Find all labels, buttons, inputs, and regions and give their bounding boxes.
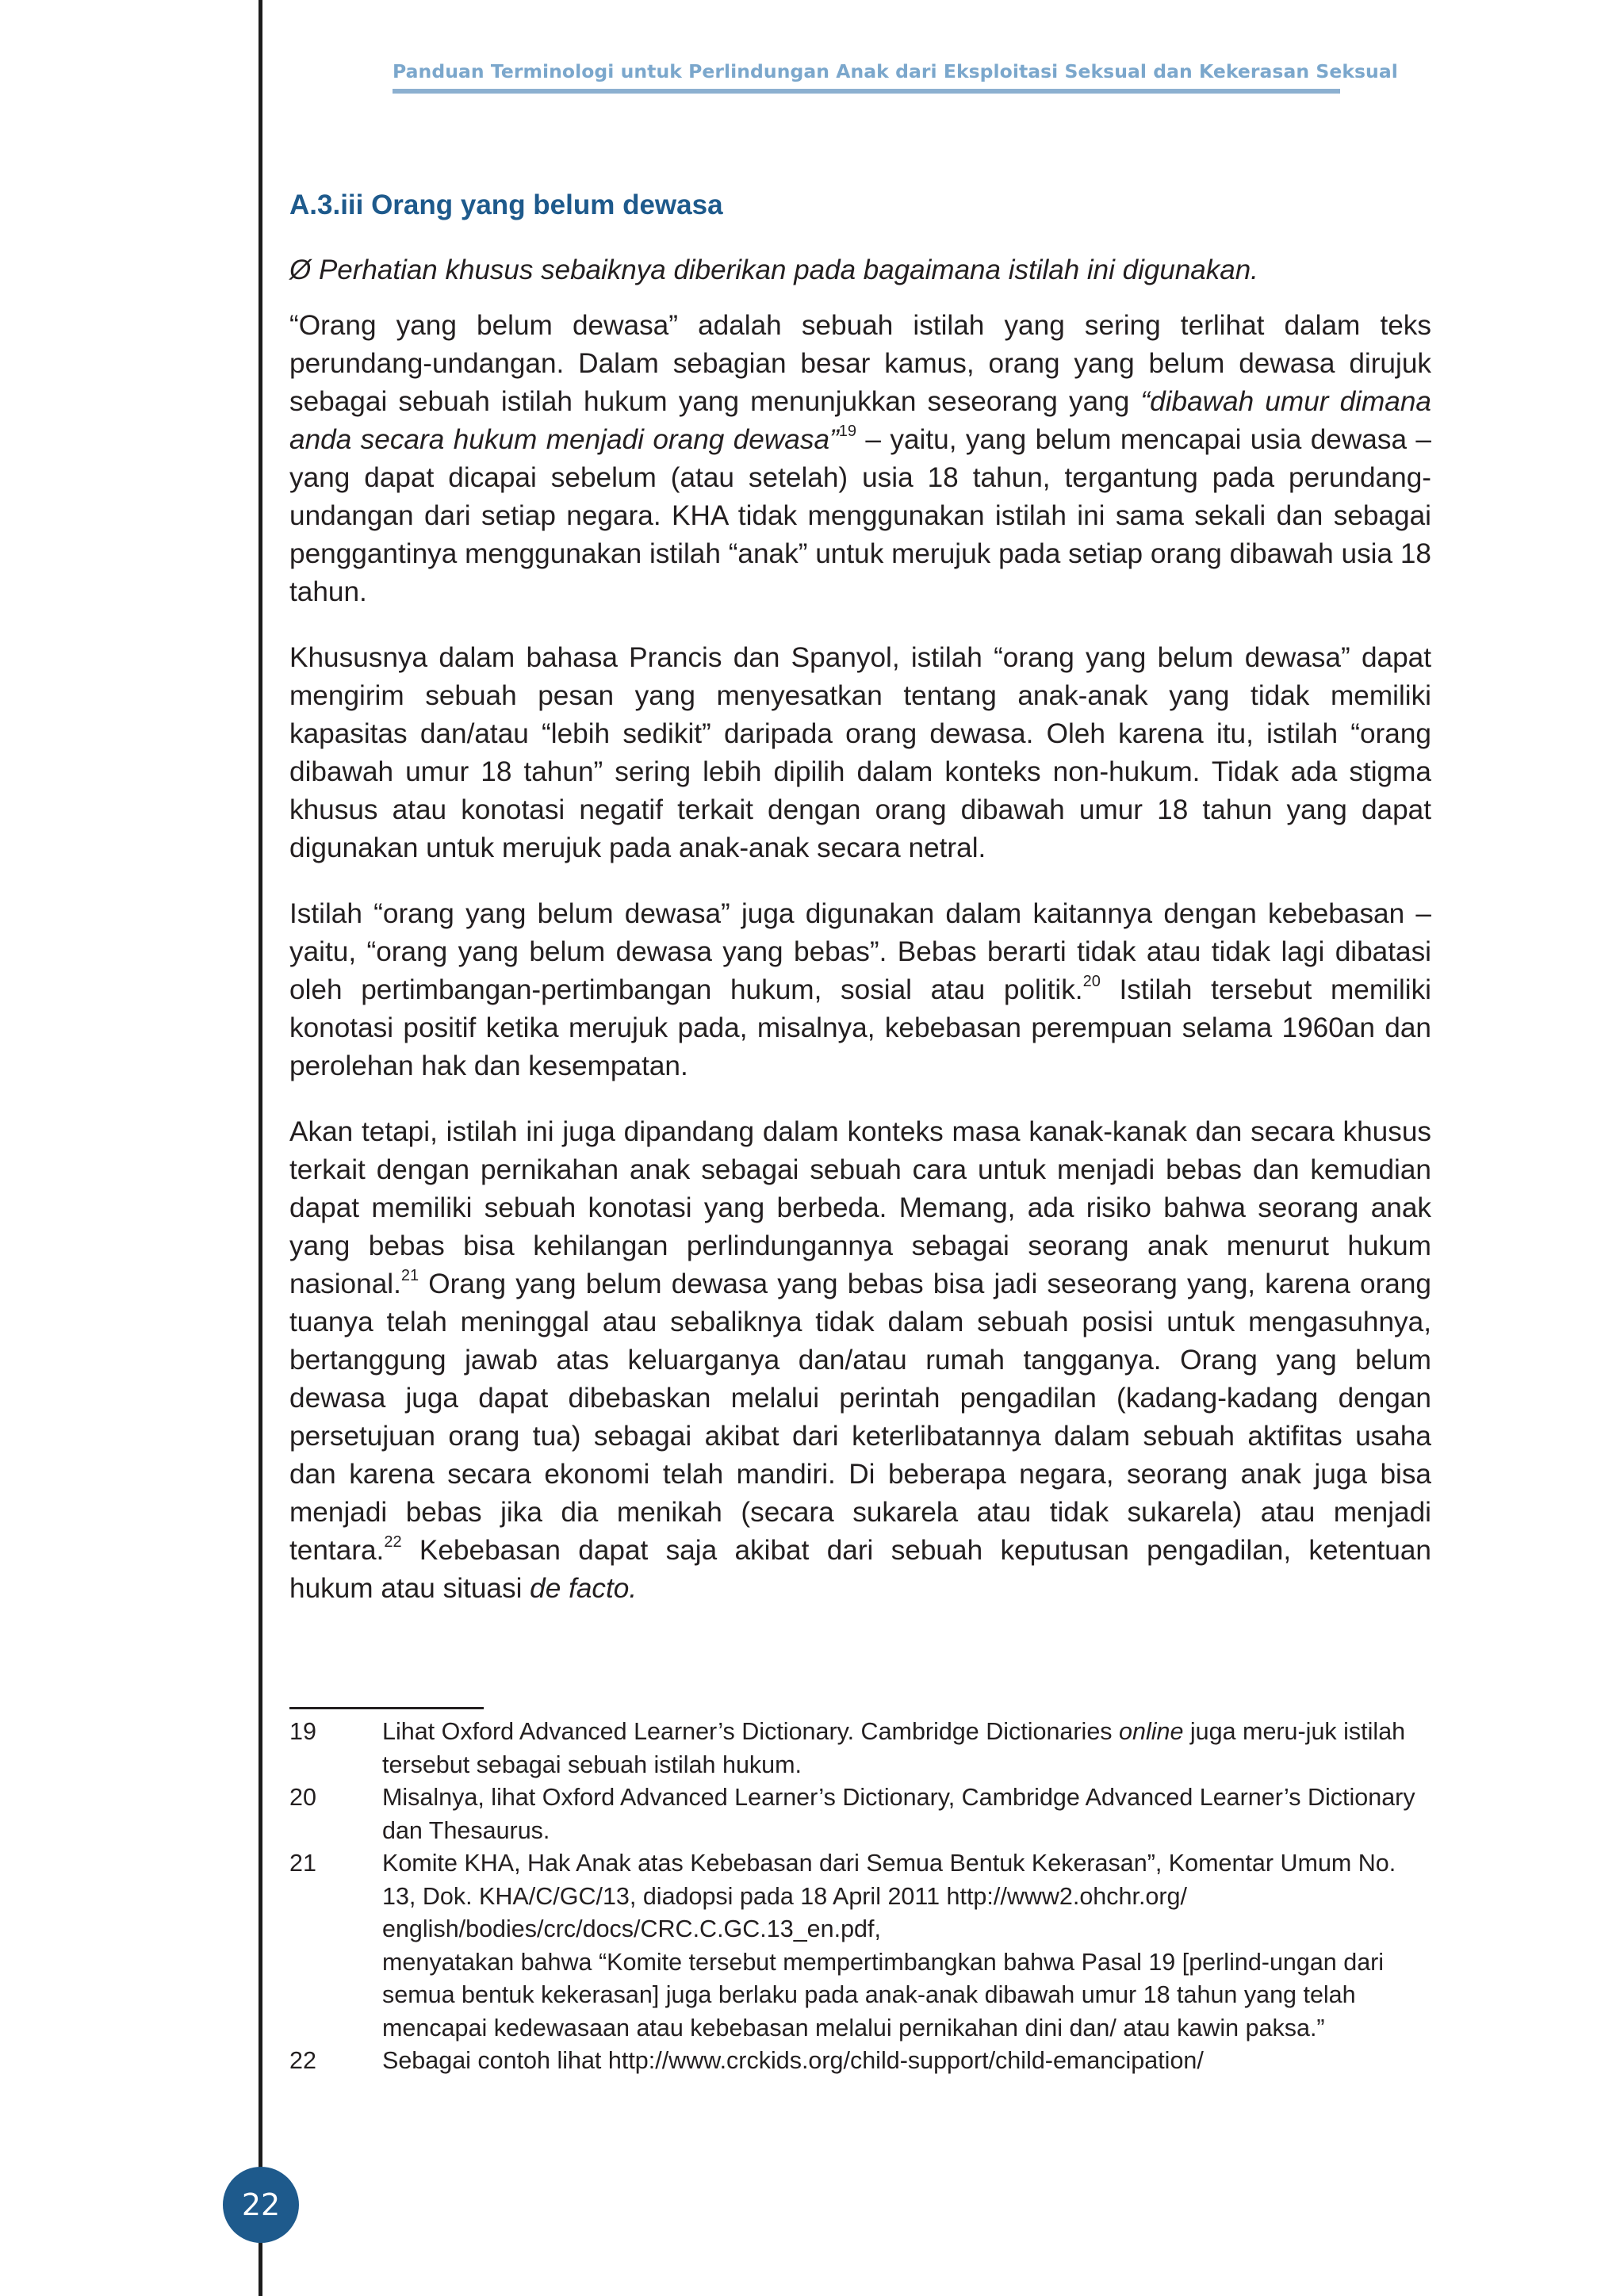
paragraph-4-text-a: Akan tetapi, istilah ini juga dipandang dalam konteks masa kanak-kanak dan secara khusus terkait dengan pernikahan anak sebagai sebuah cara untuk menjadi bebas dan kemudian dapat memiliki sebuah konotasi yang berbeda. Memang, ada risiko bahwa seorang anak yang bebas bisa kehilangan perlindungannya sebagai seorang anak menurut hukum nasional. (289, 1116, 1431, 1299)
footnote-number: 22 (289, 2047, 316, 2074)
paragraph-3-text-b: Istilah tersebut memiliki konotasi positif ketika merujuk pada, misalnya, kebebasan perempuan selama 1960an dan perolehan hak dan kesempatan. (289, 974, 1432, 1081)
footnote-number: 20 (289, 1784, 316, 1811)
paragraph-1-quote: “dibawah umur dimana anda secara hukum menjadi orang dewasa” (289, 386, 1431, 455)
footnote-number: 21 (289, 1850, 316, 1877)
footnote-number: 19 (289, 1718, 316, 1745)
paragraph-3 (289, 895, 1431, 1085)
footnote-ref-20: 20 (1082, 973, 1101, 990)
footnote-19-text-b: juga meru-juk istilah tersebut sebagai sebuah istilah hukum. (382, 1718, 1406, 1778)
footnote-22 (289, 2045, 1431, 2078)
footnote-separator (289, 1707, 484, 1709)
paragraph-2: Khususnya dalam bahasa Prancis dan Spanyol, istilah “orang yang belum dewasa” dapat mengirim sebuah pesan yang menyesatkan tentang anak-anak yang tidak memiliki kapasitas dan/atau “lebih sedikit” daripada orang dewasa. Oleh karena itu, istilah “orang dibawah umur 18 tahun” sering lebih dipilih dalam konteks non-hukum. Tidak ada stigma khusus atau konotasi negatif terkait dengan orang dibawah umur 18 tahun yang dapat digunakan untuk merujuk pada anak-anak secara netral. (289, 642, 1431, 863)
footnote-ref-21: 21 (400, 1267, 419, 1284)
page-number-badge (223, 2167, 299, 2243)
paragraph-1 (289, 307, 1431, 611)
footnote-21 (289, 1847, 1431, 2045)
footnote-ref-22: 22 (384, 1533, 402, 1551)
footnotes (289, 1716, 1431, 2078)
footnote-21-line-2: menyatakan bahwa “Komite tersebut mempertimbangkan bahwa Pasal 19 [perlind-ungan dari semua bentuk kekerasan] juga berlaku pada anak-anak dibawah umur 18 tahun yang telah mencapai kedewasaan atau kebebasan melalui pernikahan dini dan/ atau kawin paksa.” (382, 1948, 1385, 2042)
footnote-text (382, 1847, 1431, 2045)
footnote-21-line-1: Komite KHA, Hak Anak atas Kebebasan dari Semua Bentuk Kekerasan”, Komentar Umum No. 13, Dok. KHA/C/GC/13, diadopsi pada 18 April 2011 http://www2.ohchr.org/ english/bodies/crc/docs/CRC.C.GC.13_en.pdf, (382, 1850, 1396, 1942)
attention-note: Ø Perhatian khusus sebaiknya diberikan pada bagaimana istilah ini digunakan. (289, 254, 1258, 285)
paragraph-1-text-b: – yaitu, yang belum mencapai usia dewasa – yang dapat dicapai sebelum (atau setelah) usia 18 tahun, tergantung pada perundang-undangan dari setiap negara. KHA tidak menggunakan istilah ini sama sekali dan sebagai penggantinya menggunakan istilah “anak” untuk merujuk pada setiap orang dibawah usia 18 tahun. (289, 424, 1431, 607)
footnote-text (382, 1716, 1431, 1781)
paragraph-3-text-a: Istilah “orang yang belum dewasa” juga digunakan dalam kaitannya dengan kebebasan – yaitu, “orang yang belum dewasa yang bebas”. Bebas berarti tidak atau tidak lagi dibatasi oleh pertimbangan-pertimbangan hukum, sosial atau politik. (289, 898, 1431, 1005)
paragraph-4-text-c: Kebebasan dapat saja akibat dari sebuah keputusan pengadilan, ketentuan hukum atau situasi (289, 1535, 1431, 1604)
footnote-19-italic: online (1119, 1718, 1184, 1745)
margin-rule (259, 0, 262, 2296)
footnote-19-text-a: Lihat Oxford Advanced Learner’s Dictionary. Cambridge Dictionaries (382, 1718, 1120, 1745)
header-rule (393, 89, 1340, 94)
paragraph-4-italic: de facto. (530, 1573, 638, 1604)
running-header: Panduan Terminologi untuk Perlindungan Anak dari Eksploitasi Seksual dan Kekerasan Seksual (393, 60, 1398, 82)
footnote-ref-19: 19 (838, 423, 856, 440)
footnote-19 (289, 1716, 1431, 1781)
footnote-text: Misalnya, lihat Oxford Advanced Learner’s Dictionary, Cambridge Advanced Learner’s Dictionary dan Thesaurus. (382, 1784, 1415, 1844)
page-number: 22 (241, 2187, 281, 2222)
footnote-20 (289, 1781, 1431, 1847)
footnote-text: Sebagai contoh lihat http://www.crckids.org/child-support/child-emancipation/ (382, 2047, 1204, 2074)
paragraph-4-text-b: Orang yang belum dewasa yang bebas bisa jadi seseorang yang, karena orang tuanya telah meninggal atau sebaliknya tidak dalam sebuah posisi untuk mengasuhnya, bertanggung jawab atas keluarganya dan/atau rumah tangganya. Orang yang belum dewasa juga dapat dibebaskan melalui perintah pengadilan (kadang-kadang dengan persetujuan orang tua) sebagai akibat dari keterlibatannya dalam sebuah aktifitas usaha dan karena secara ekonomi telah mandiri. Di beberapa negara, seorang anak juga bisa menjadi bebas jika dia menikah (secara sukarela atau tidak sukarela) atau menjadi tentara. (289, 1269, 1431, 1566)
section-title: A.3.iii Orang yang belum dewasa (289, 189, 723, 220)
paragraph-4 (289, 1113, 1431, 1608)
main-content (289, 186, 1431, 1636)
paragraph-1-text-a: “Orang yang belum dewasa” adalah sebuah istilah yang sering terlihat dalam teks perundang-undangan. Dalam sebagian besar kamus, orang yang belum dewasa dirujuk sebagai sebuah istilah hukum yang menunjukkan seseorang yang (289, 310, 1431, 417)
